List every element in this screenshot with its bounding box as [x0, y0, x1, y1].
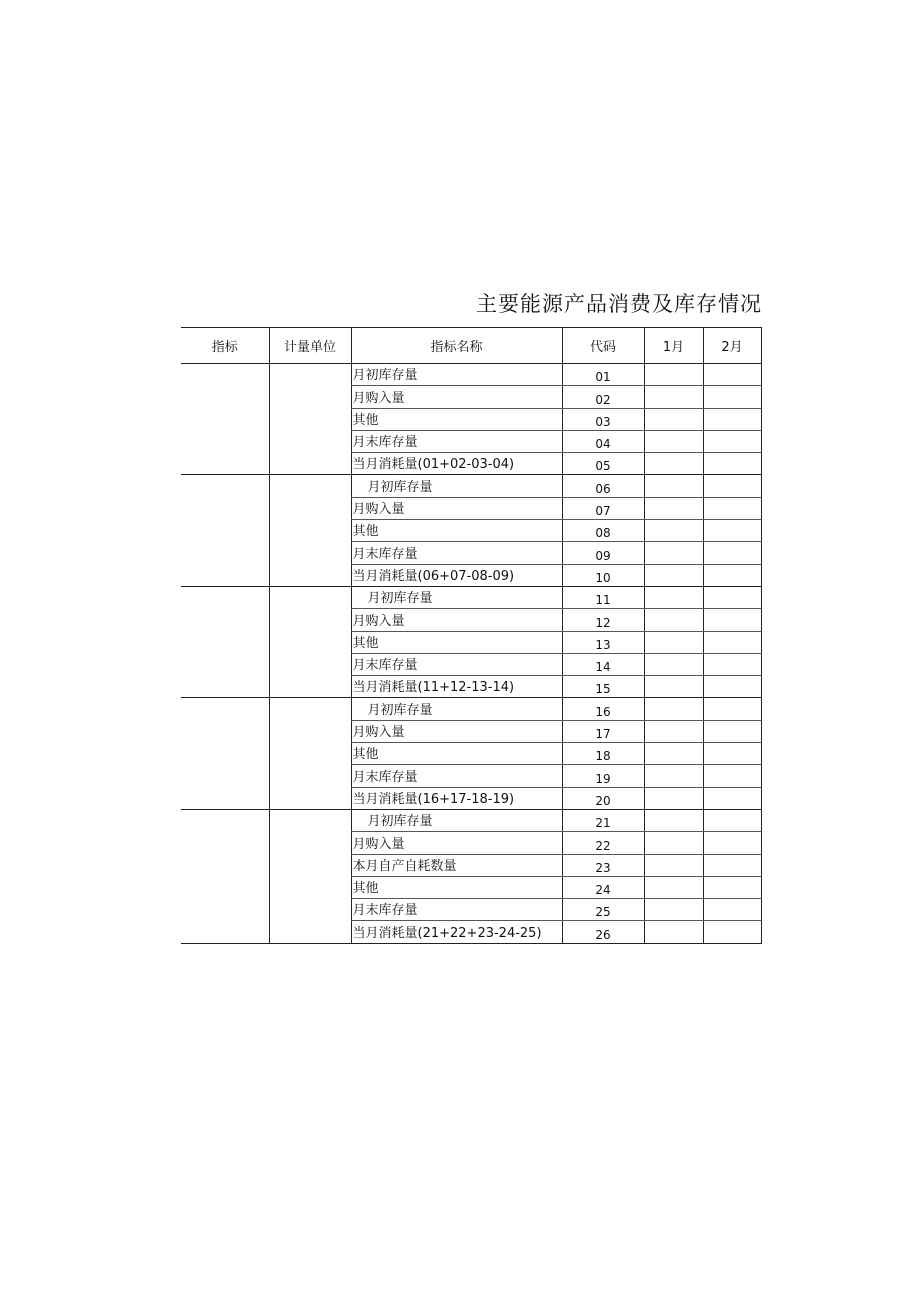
month-1-value-cell[interactable]	[644, 408, 703, 430]
month-1-value-cell[interactable]	[644, 787, 703, 809]
month-2-value-cell[interactable]	[703, 854, 761, 876]
table-row	[181, 475, 761, 497]
code-cell: 01	[562, 364, 644, 386]
indicator-name-cell: 月末库存量	[351, 542, 562, 564]
indicator-name-cell: 月初库存量	[351, 698, 562, 720]
indicator-name-cell: 月购入量	[351, 609, 562, 631]
indicator-cell[interactable]	[181, 475, 269, 586]
indicator-name-cell: 月购入量	[351, 832, 562, 854]
code-cell: 12	[562, 609, 644, 631]
unit-cell[interactable]	[269, 809, 351, 943]
month-1-value-cell[interactable]	[644, 520, 703, 542]
month-2-value-cell[interactable]	[703, 586, 761, 608]
month-1-value-cell[interactable]	[644, 631, 703, 653]
indicator-cell[interactable]	[181, 698, 269, 809]
code-cell: 23	[562, 854, 644, 876]
month-1-value-cell[interactable]	[644, 653, 703, 675]
month-1-value-cell[interactable]	[644, 676, 703, 698]
table-row	[181, 586, 761, 608]
indicator-name-cell: 其他	[351, 520, 562, 542]
header-indicator: 指标	[181, 328, 269, 364]
month-1-value-cell[interactable]	[644, 564, 703, 586]
month-2-value-cell[interactable]	[703, 899, 761, 921]
month-1-value-cell[interactable]	[644, 497, 703, 519]
code-cell: 08	[562, 520, 644, 542]
indicator-name-cell: 月初库存量	[351, 586, 562, 608]
indicator-name-cell: 当月消耗量(06+07-08-09)	[351, 564, 562, 586]
month-2-value-cell[interactable]	[703, 430, 761, 452]
month-1-value-cell[interactable]	[644, 609, 703, 631]
month-1-value-cell[interactable]	[644, 586, 703, 608]
unit-cell[interactable]	[269, 364, 351, 475]
indicator-name-cell: 月末库存量	[351, 765, 562, 787]
code-cell: 25	[562, 899, 644, 921]
month-2-value-cell[interactable]	[703, 765, 761, 787]
month-2-value-cell[interactable]	[703, 720, 761, 742]
indicator-name-cell: 其他	[351, 631, 562, 653]
indicator-cell[interactable]	[181, 809, 269, 943]
code-cell: 13	[562, 631, 644, 653]
table-row	[181, 809, 761, 831]
indicator-name-cell: 当月消耗量(21+22+23-24-25)	[351, 921, 562, 943]
month-1-value-cell[interactable]	[644, 386, 703, 408]
month-2-value-cell[interactable]	[703, 832, 761, 854]
header-month-2: 2月	[703, 328, 761, 364]
indicator-name-cell: 月初库存量	[351, 364, 562, 386]
month-2-value-cell[interactable]	[703, 676, 761, 698]
month-1-value-cell[interactable]	[644, 475, 703, 497]
month-2-value-cell[interactable]	[703, 520, 761, 542]
code-cell: 19	[562, 765, 644, 787]
unit-cell[interactable]	[269, 586, 351, 697]
month-1-value-cell[interactable]	[644, 809, 703, 831]
month-1-value-cell[interactable]	[644, 453, 703, 475]
indicator-name-cell: 本月自产自耗数量	[351, 854, 562, 876]
month-1-value-cell[interactable]	[644, 743, 703, 765]
month-2-value-cell[interactable]	[703, 698, 761, 720]
code-cell: 04	[562, 430, 644, 452]
unit-cell[interactable]	[269, 698, 351, 809]
energy-consumption-table	[181, 327, 762, 944]
month-2-value-cell[interactable]	[703, 364, 761, 386]
page-title: 主要能源产品消费及库存情况	[476, 292, 762, 316]
indicator-cell[interactable]	[181, 364, 269, 475]
indicator-cell[interactable]	[181, 586, 269, 697]
indicator-name-cell: 其他	[351, 408, 562, 430]
code-cell: 17	[562, 720, 644, 742]
unit-cell[interactable]	[269, 475, 351, 586]
table-row	[181, 698, 761, 720]
indicator-name-cell: 当月消耗量(01+02-03-04)	[351, 453, 562, 475]
month-1-value-cell[interactable]	[644, 430, 703, 452]
month-2-value-cell[interactable]	[703, 475, 761, 497]
month-1-value-cell[interactable]	[644, 899, 703, 921]
month-2-value-cell[interactable]	[703, 542, 761, 564]
code-cell: 18	[562, 743, 644, 765]
header-unit: 计量单位	[269, 328, 351, 364]
indicator-name-cell: 月购入量	[351, 720, 562, 742]
month-2-value-cell[interactable]	[703, 921, 761, 943]
month-1-value-cell[interactable]	[644, 698, 703, 720]
month-2-value-cell[interactable]	[703, 408, 761, 430]
code-cell: 03	[562, 408, 644, 430]
month-2-value-cell[interactable]	[703, 453, 761, 475]
indicator-name-cell: 月购入量	[351, 497, 562, 519]
indicator-name-cell: 其他	[351, 876, 562, 898]
month-1-value-cell[interactable]	[644, 765, 703, 787]
code-cell: 11	[562, 586, 644, 608]
code-cell: 26	[562, 921, 644, 943]
header-month-1: 1月	[644, 328, 703, 364]
code-cell: 24	[562, 876, 644, 898]
header-name: 指标名称	[351, 328, 562, 364]
code-cell: 05	[562, 453, 644, 475]
code-cell: 09	[562, 542, 644, 564]
month-1-value-cell[interactable]	[644, 854, 703, 876]
table-row	[181, 364, 761, 386]
month-2-value-cell[interactable]	[703, 787, 761, 809]
month-2-value-cell[interactable]	[703, 876, 761, 898]
table-body	[181, 364, 761, 944]
code-cell: 15	[562, 676, 644, 698]
code-cell: 16	[562, 698, 644, 720]
indicator-name-cell: 月购入量	[351, 386, 562, 408]
table-header-row	[181, 328, 761, 364]
indicator-name-cell: 月初库存量	[351, 809, 562, 831]
month-2-value-cell[interactable]	[703, 386, 761, 408]
month-1-value-cell[interactable]	[644, 876, 703, 898]
month-2-value-cell[interactable]	[703, 653, 761, 675]
month-1-value-cell[interactable]	[644, 364, 703, 386]
month-1-value-cell[interactable]	[644, 720, 703, 742]
month-1-value-cell[interactable]	[644, 921, 703, 943]
code-cell: 20	[562, 787, 644, 809]
indicator-name-cell: 当月消耗量(11+12-13-14)	[351, 676, 562, 698]
indicator-name-cell: 其他	[351, 743, 562, 765]
code-cell: 22	[562, 832, 644, 854]
header-code: 代码	[562, 328, 644, 364]
code-cell: 10	[562, 564, 644, 586]
indicator-name-cell: 当月消耗量(16+17-18-19)	[351, 787, 562, 809]
month-2-value-cell[interactable]	[703, 564, 761, 586]
code-cell: 21	[562, 809, 644, 831]
month-1-value-cell[interactable]	[644, 832, 703, 854]
code-cell: 02	[562, 386, 644, 408]
month-2-value-cell[interactable]	[703, 743, 761, 765]
month-2-value-cell[interactable]	[703, 497, 761, 519]
month-2-value-cell[interactable]	[703, 631, 761, 653]
code-cell: 14	[562, 653, 644, 675]
indicator-name-cell: 月末库存量	[351, 653, 562, 675]
indicator-name-cell: 月末库存量	[351, 430, 562, 452]
month-1-value-cell[interactable]	[644, 542, 703, 564]
indicator-name-cell: 月初库存量	[351, 475, 562, 497]
code-cell: 06	[562, 475, 644, 497]
month-2-value-cell[interactable]	[703, 809, 761, 831]
code-cell: 07	[562, 497, 644, 519]
indicator-name-cell: 月末库存量	[351, 899, 562, 921]
month-2-value-cell[interactable]	[703, 609, 761, 631]
